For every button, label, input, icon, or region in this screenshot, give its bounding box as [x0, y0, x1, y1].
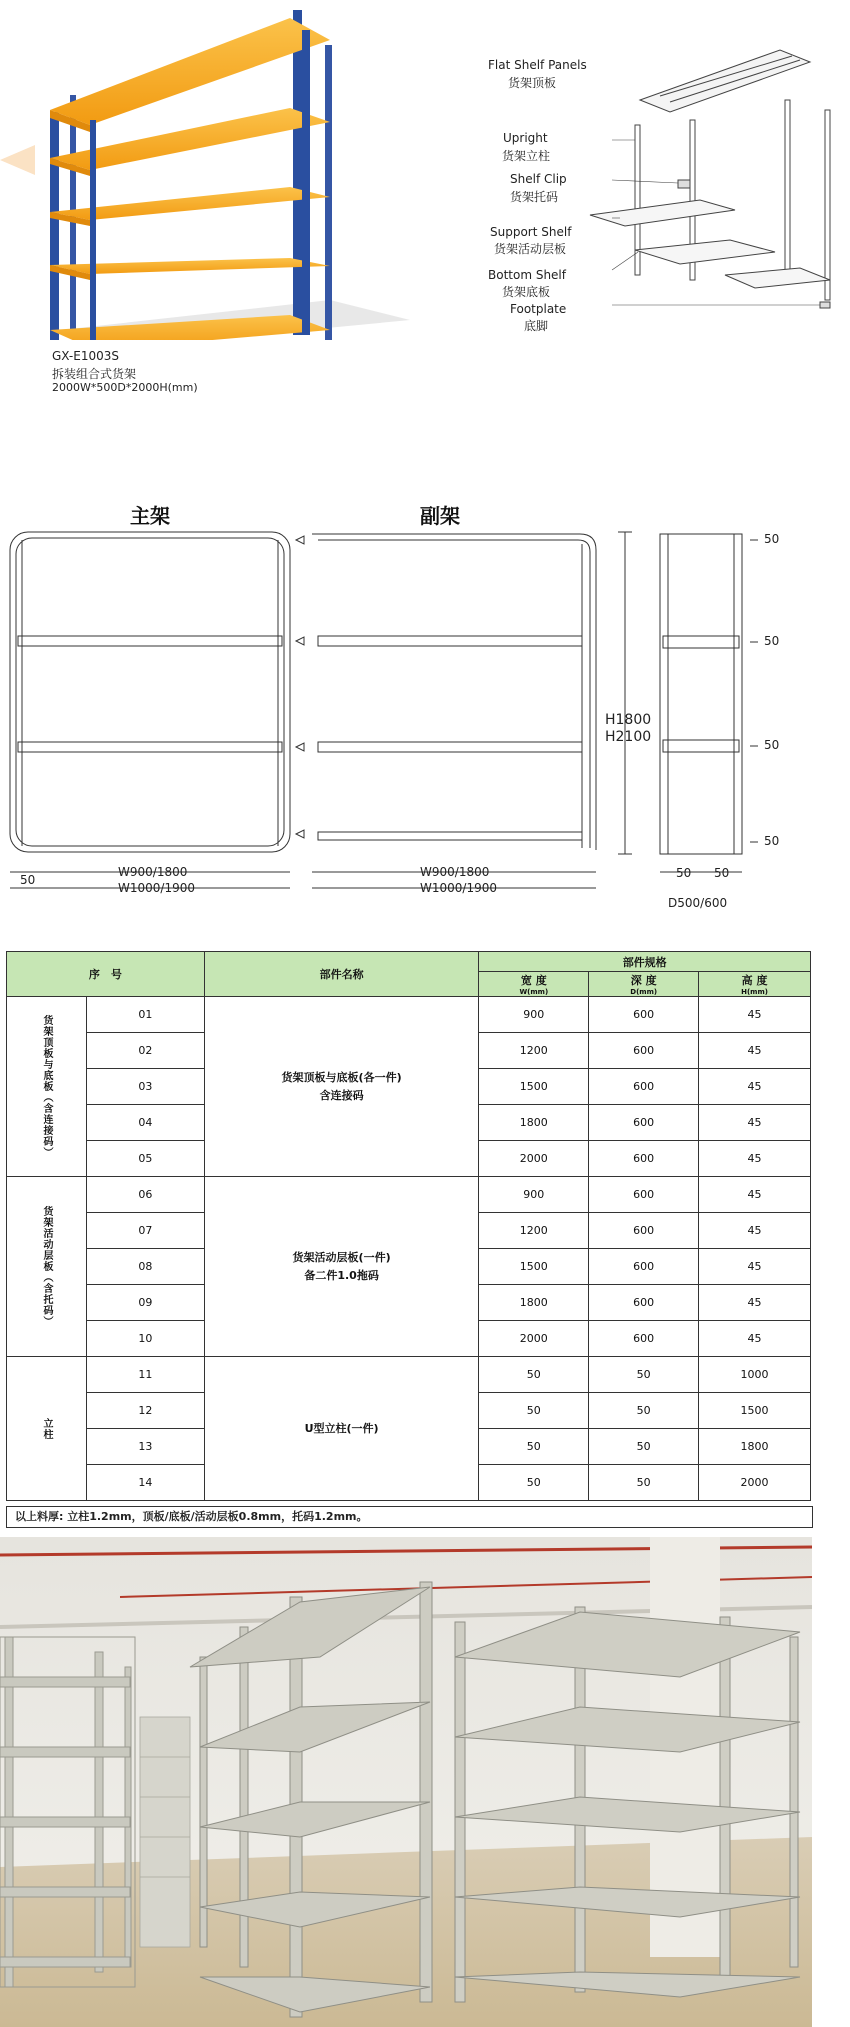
row-h: 45: [699, 1321, 811, 1357]
col-seq: 序 号: [7, 952, 205, 997]
group-name-3: [204, 1357, 479, 1501]
label-flat-shelf-cn: 货架顶板: [508, 76, 557, 90]
warehouse-photo: [0, 1537, 812, 2027]
label-bottom-shelf-cn: 货架底板: [502, 285, 551, 299]
row-h: 45: [699, 1285, 811, 1321]
row-d: 50: [589, 1465, 699, 1501]
table-header-row: [7, 952, 811, 972]
main-width-2: W1000/1900: [118, 881, 195, 895]
product-model: GX-E1003S: [52, 349, 119, 363]
side-gap-4: 50: [764, 834, 780, 848]
row-w: 900: [479, 1177, 589, 1213]
depth-unit: D(mm): [630, 988, 658, 996]
row-w: 2000: [479, 1321, 589, 1357]
label-support-shelf-cn: 货架活动层板: [494, 242, 567, 256]
exploded-view-drawing: [560, 40, 850, 330]
side-bottom-right: 50: [714, 866, 730, 880]
product-name: 拆装组合式货架: [52, 367, 137, 381]
row-w: 1200: [479, 1213, 589, 1249]
row-w: 2000: [479, 1141, 589, 1177]
row-d: 600: [589, 1213, 699, 1249]
group-label-1: 货架顶板与底板（含连接码）: [7, 997, 87, 1177]
height-dim-1: H1800: [605, 712, 652, 728]
row-no: 11: [86, 1357, 204, 1393]
side-gap-1: 50: [764, 532, 780, 546]
row-w: 900: [479, 997, 589, 1033]
width-label: 宽 度: [520, 974, 547, 987]
sub-frame-title: 副架: [420, 504, 460, 528]
group-label-2: 货架活动层板（含托码）: [7, 1177, 87, 1357]
row-d: 600: [589, 1069, 699, 1105]
row-d: 50: [589, 1357, 699, 1393]
label-flat-shelf-en: Flat Shelf Panels: [488, 58, 587, 72]
group-name-2-line2: 备二件1.0拖码: [304, 1268, 379, 1282]
row-h: 45: [699, 1249, 811, 1285]
row-h: 45: [699, 1141, 811, 1177]
row-d: 600: [589, 1141, 699, 1177]
main-side-dim: 50: [20, 873, 36, 887]
row-no: 04: [86, 1105, 204, 1141]
label-support-shelf-en: Support Shelf: [490, 225, 572, 239]
label-bottom-shelf-en: Bottom Shelf: [488, 268, 566, 282]
row-h: 1000: [699, 1357, 811, 1393]
row-h: 45: [699, 1033, 811, 1069]
row-no: 12: [86, 1393, 204, 1429]
group-name-1: [204, 997, 479, 1177]
row-w: 50: [479, 1429, 589, 1465]
product-size: 2000W*500D*2000H(mm): [52, 381, 198, 394]
row-w: 50: [479, 1465, 589, 1501]
group-name-1-line1: 货架顶板与底板(各一件): [281, 1070, 402, 1084]
row-w: 50: [479, 1393, 589, 1429]
group-name-3-line1: U型立柱(一件): [304, 1421, 379, 1435]
label-upright-cn: 货架立柱: [502, 149, 551, 163]
row-no: 03: [86, 1069, 204, 1105]
row-no: 10: [86, 1321, 204, 1357]
row-d: 600: [589, 1105, 699, 1141]
row-d: 50: [589, 1393, 699, 1429]
height-dim-2: H2100: [605, 729, 652, 745]
height-unit: H(mm): [741, 988, 768, 996]
group-name-1-line2: 含连接码: [319, 1088, 364, 1102]
technical-drawing: [0, 520, 850, 920]
row-no: 02: [86, 1033, 204, 1069]
row-h: 45: [699, 1213, 811, 1249]
side-bottom-left: 50: [676, 866, 692, 880]
row-w: 1200: [479, 1033, 589, 1069]
main-frame-title: 主架: [130, 504, 170, 528]
row-no: 05: [86, 1141, 204, 1177]
row-no: 08: [86, 1249, 204, 1285]
label-shelf-clip-cn: 货架托码: [510, 190, 559, 204]
row-h: 45: [699, 1105, 811, 1141]
spec-table: [6, 951, 811, 1501]
row-w: 50: [479, 1357, 589, 1393]
sub-width-1: W900/1800: [420, 865, 490, 879]
width-unit: W(mm): [519, 988, 549, 996]
row-h: 45: [699, 1177, 811, 1213]
table-row: [7, 1177, 811, 1213]
row-d: 600: [589, 1321, 699, 1357]
row-d: 50: [589, 1429, 699, 1465]
row-no: 06: [86, 1177, 204, 1213]
label-shelf-clip-en: Shelf Clip: [510, 172, 567, 186]
group-name-2-line1: 货架活动层板(一件): [292, 1250, 391, 1264]
label-footplate-cn: 底脚: [524, 319, 549, 333]
row-no: 14: [86, 1465, 204, 1501]
col-height: [699, 972, 811, 997]
material-thickness-note: 以上料厚: 立柱1.2mm，顶板/底板/活动层板0.8mm，托码1.2mm。: [6, 1506, 813, 1528]
side-gap-2: 50: [764, 634, 780, 648]
row-d: 600: [589, 1177, 699, 1213]
col-width: [479, 972, 589, 997]
row-no: 09: [86, 1285, 204, 1321]
col-spec: 部件规格: [479, 952, 811, 972]
table-row: [7, 997, 811, 1033]
depth-label: 深 度: [630, 974, 657, 987]
row-d: 600: [589, 1285, 699, 1321]
main-width-1: W900/1800: [118, 865, 188, 879]
row-h: 45: [699, 1069, 811, 1105]
row-w: 1500: [479, 1069, 589, 1105]
depth-dim: D500/600: [668, 896, 728, 910]
col-name: 部件名称: [204, 952, 479, 997]
side-gap-3: 50: [764, 738, 780, 752]
row-w: 1800: [479, 1285, 589, 1321]
row-d: 600: [589, 1249, 699, 1285]
product-rack-image: [0, 0, 420, 340]
row-w: 1800: [479, 1105, 589, 1141]
row-w: 1500: [479, 1249, 589, 1285]
row-h: 45: [699, 997, 811, 1033]
row-h: 1500: [699, 1393, 811, 1429]
sub-width-2: W1000/1900: [420, 881, 497, 895]
row-no: 01: [86, 997, 204, 1033]
table-row: [7, 1357, 811, 1393]
label-upright-en: Upright: [503, 131, 548, 145]
row-h: 2000: [699, 1465, 811, 1501]
label-footplate-en: Footplate: [510, 302, 567, 316]
row-no: 07: [86, 1213, 204, 1249]
height-label: 高 度: [741, 974, 768, 987]
row-h: 1800: [699, 1429, 811, 1465]
row-d: 600: [589, 997, 699, 1033]
row-d: 600: [589, 1033, 699, 1069]
group-label-3: 立柱: [7, 1357, 87, 1501]
col-depth: [589, 972, 699, 997]
group-name-2: [204, 1177, 479, 1357]
row-no: 13: [86, 1429, 204, 1465]
